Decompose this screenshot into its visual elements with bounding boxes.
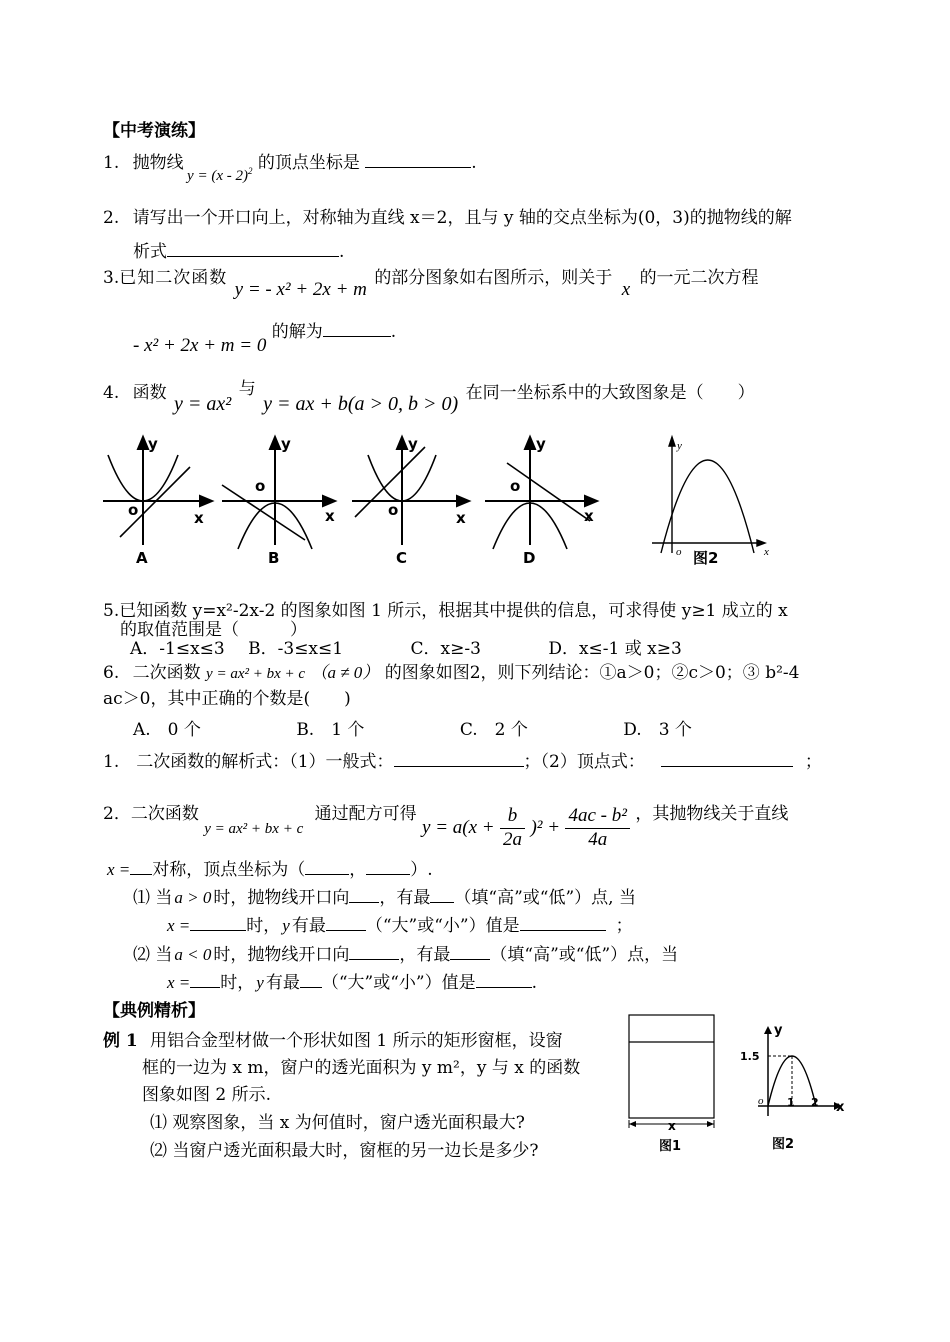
knowledge-5: x = 时， y 有最 （“大”或“小”）值是 ；: [167, 916, 633, 936]
question-2-line1: 2. 请写出一个开口向上，对称轴为直线 x＝2，且与 y 轴的交点坐标为(0，3)的抛物线的解: [103, 208, 792, 228]
graph-a-o-label: o: [128, 501, 139, 519]
q3-formula: y = - x² + 2x + m: [234, 279, 367, 300]
k6-high-low-blank[interactable]: [450, 943, 490, 960]
example-1-line1: 用铝合金型材做一个形状如图 1 所示的矩形窗框，设窗: [150, 1031, 563, 1051]
question-5-line2: 的取值范围是（ ）: [120, 620, 307, 640]
q1-formula: y = (x - 2)$^2$: [187, 166, 253, 184]
knowledge-6: ⑵ 当 a < 0 时，抛物线开口向 ，有最 （填“高”或“低”）点，当: [133, 945, 679, 965]
q6-option-d[interactable]: D. 3 个: [623, 720, 692, 740]
q6-option-b[interactable]: B. 1 个: [296, 720, 365, 740]
k3-vertex-y-blank[interactable]: [366, 858, 410, 875]
example-1-line2: 框的一边为 x m，窗户的透光面积为 y m²，y 与 x 的函数: [142, 1058, 581, 1078]
question-6-line1: 6. 二次函数 y = ax² + bx + c （a ≠ 0） 的图象如图2，则下列结论：①a＞0；②c＞0；③ b²-4: [103, 663, 800, 683]
q1-answer-blank[interactable]: [365, 151, 471, 168]
k5-value-blank[interactable]: [520, 914, 606, 931]
k7-max-min-blank[interactable]: [300, 971, 322, 988]
q5-option-a[interactable]: A．-1≤x≤3: [130, 639, 225, 659]
graph-c-option-label: C: [396, 549, 408, 567]
q6-option-c[interactable]: C. 2 个: [459, 720, 528, 740]
q3-equation: - x² + 2x + m = 0: [133, 335, 267, 356]
graph-c: [352, 437, 469, 545]
question-3-line1: 3.已知二次函数 y = - x² + 2x + m 的部分图象如右图所示，则关于 x 的一元二次方程: [103, 268, 759, 300]
section-heading-examples: 【典例精析】: [103, 1001, 205, 1021]
k3-axis-blank[interactable]: [130, 858, 152, 875]
example-1-question-1: ⑴ 观察图象，当 x 为何值时，窗户透光面积最大?: [150, 1113, 525, 1133]
k3-vertex-x-blank[interactable]: [305, 858, 349, 875]
knowledge-4: ⑴ 当 a > 0 时，抛物线开口向 ，有最 （填“高”或“低”）点, 当: [133, 888, 636, 908]
k4-open-direction-blank[interactable]: [349, 886, 379, 903]
q2-answer-blank[interactable]: [167, 240, 339, 257]
fig2-y-label: y: [677, 440, 682, 452]
question-5-options: [130, 639, 682, 659]
question-2-line2: 析式 .: [133, 242, 345, 262]
q6-option-a[interactable]: A. 0 个: [133, 720, 201, 740]
k1-vertex-form-blank[interactable]: [661, 750, 793, 767]
graph-a-y-label: y: [148, 435, 158, 453]
knowledge-7: x = 时， y 有最 （“大”或“小”）值是 .: [167, 973, 537, 993]
graph-a-x-label: x: [194, 509, 204, 527]
q3-answer-blank[interactable]: [323, 320, 391, 337]
k1-general-form-blank[interactable]: [394, 750, 524, 767]
section-heading-practice: 【中考演练】: [103, 121, 205, 141]
graph-b-x-label: x: [325, 507, 335, 525]
window-figure-caption: 图1: [659, 1139, 682, 1154]
area-graph-figure: [738, 1018, 848, 1158]
knowledge-3: x = 对称，顶点坐标为（ ， ）.: [107, 860, 433, 880]
window-width-label: x: [668, 1119, 676, 1133]
q5-option-b[interactable]: B．-3≤x≤1: [248, 639, 344, 659]
graph-b-o-label: o: [255, 477, 266, 495]
graph-d: [485, 437, 597, 549]
graph-a-option-label: A: [136, 549, 148, 567]
k4-high-low-blank[interactable]: [430, 886, 454, 903]
fig2-o-label: o: [676, 546, 682, 558]
area-graph-y-label: y: [774, 1023, 783, 1038]
q1-pre: 抛物线: [132, 153, 184, 173]
fig2-caption: 图2: [693, 549, 719, 567]
graph-d-y-label: y: [536, 435, 546, 453]
graph-c-y-label: y: [408, 435, 418, 453]
graph-d-x-label: x: [584, 507, 594, 525]
question-6-options: [133, 720, 692, 740]
q5-option-c[interactable]: C．x≥-3: [410, 639, 481, 659]
k5-max-min-blank[interactable]: [326, 914, 366, 931]
question-3-line2: - x² + 2x + m = 0 的解为 .: [133, 322, 397, 356]
area-graph-tick-2: 2: [811, 1096, 819, 1109]
k7-value-blank[interactable]: [476, 971, 532, 988]
graph-d-option-label: D: [523, 549, 536, 567]
graph-b-option-label: B: [268, 549, 280, 567]
example-1-line3: 图象如图 2 所示.: [142, 1085, 272, 1105]
fig2-parabola-graph: [652, 437, 765, 553]
graph-a: [103, 437, 212, 545]
area-graph-tick-1: 1: [787, 1096, 795, 1109]
k7-x-value-blank[interactable]: [190, 971, 220, 988]
option-graphs: [0, 425, 950, 585]
graph-b: [222, 437, 335, 549]
area-graph-x-label: x: [836, 1100, 845, 1115]
graph-c-x-label: x: [456, 509, 466, 527]
k5-x-value-blank[interactable]: [190, 914, 246, 931]
window-frame-figure: [624, 1012, 724, 1157]
q1-number: 1.: [103, 153, 120, 173]
q5-option-d[interactable]: D．x≤-1 或 x≥3: [548, 639, 682, 659]
area-graph-caption: 图2: [772, 1137, 795, 1152]
graph-c-o-label: o: [388, 501, 399, 519]
example-1-question-2: ⑵ 当窗户透光面积最大时，窗框的另一边长是多少?: [150, 1141, 539, 1161]
fig2-x-label: x: [764, 546, 769, 558]
knowledge-2: 2．二次函数 y = ax² + bx + c 通过配方可得 y = a(x + $\frac{b}{2a}$ )² + $\frac{\text{4ac - b²}}{4a}$ ，其抛物线关于直线: [103, 803, 789, 850]
question-4: 4. 函数 y = ax² 与 y = ax + b(a > 0, b > 0) 在同一坐标系中的大致图象是（ ）: [103, 379, 755, 415]
q1-post: 的顶点坐标是: [257, 153, 360, 173]
question-5-line1: 5.已知函数 y=x²-2x-2 的图象如图 1 所示，根据其中提供的信息，可求得使 y≥1 成立的 x: [103, 601, 788, 621]
graph-d-o-label: o: [510, 477, 521, 495]
k6-open-direction-blank[interactable]: [349, 943, 399, 960]
question-6-line2: ac＞0，其中正确的个数是( ): [103, 689, 351, 709]
question-1: 1. 抛物线 y = (x - 2)$^2$ 的顶点坐标是 .: [103, 153, 477, 184]
example-1-label: 例 1: [103, 1031, 138, 1051]
area-graph-origin-label: o: [758, 1095, 764, 1107]
knowledge-1: 1. 二次函数的解析式：（1）一般式： ；（2）顶点式： ；: [103, 752, 822, 772]
area-graph-max-label: 1.5: [740, 1050, 760, 1063]
graph-b-y-label: y: [281, 435, 291, 453]
